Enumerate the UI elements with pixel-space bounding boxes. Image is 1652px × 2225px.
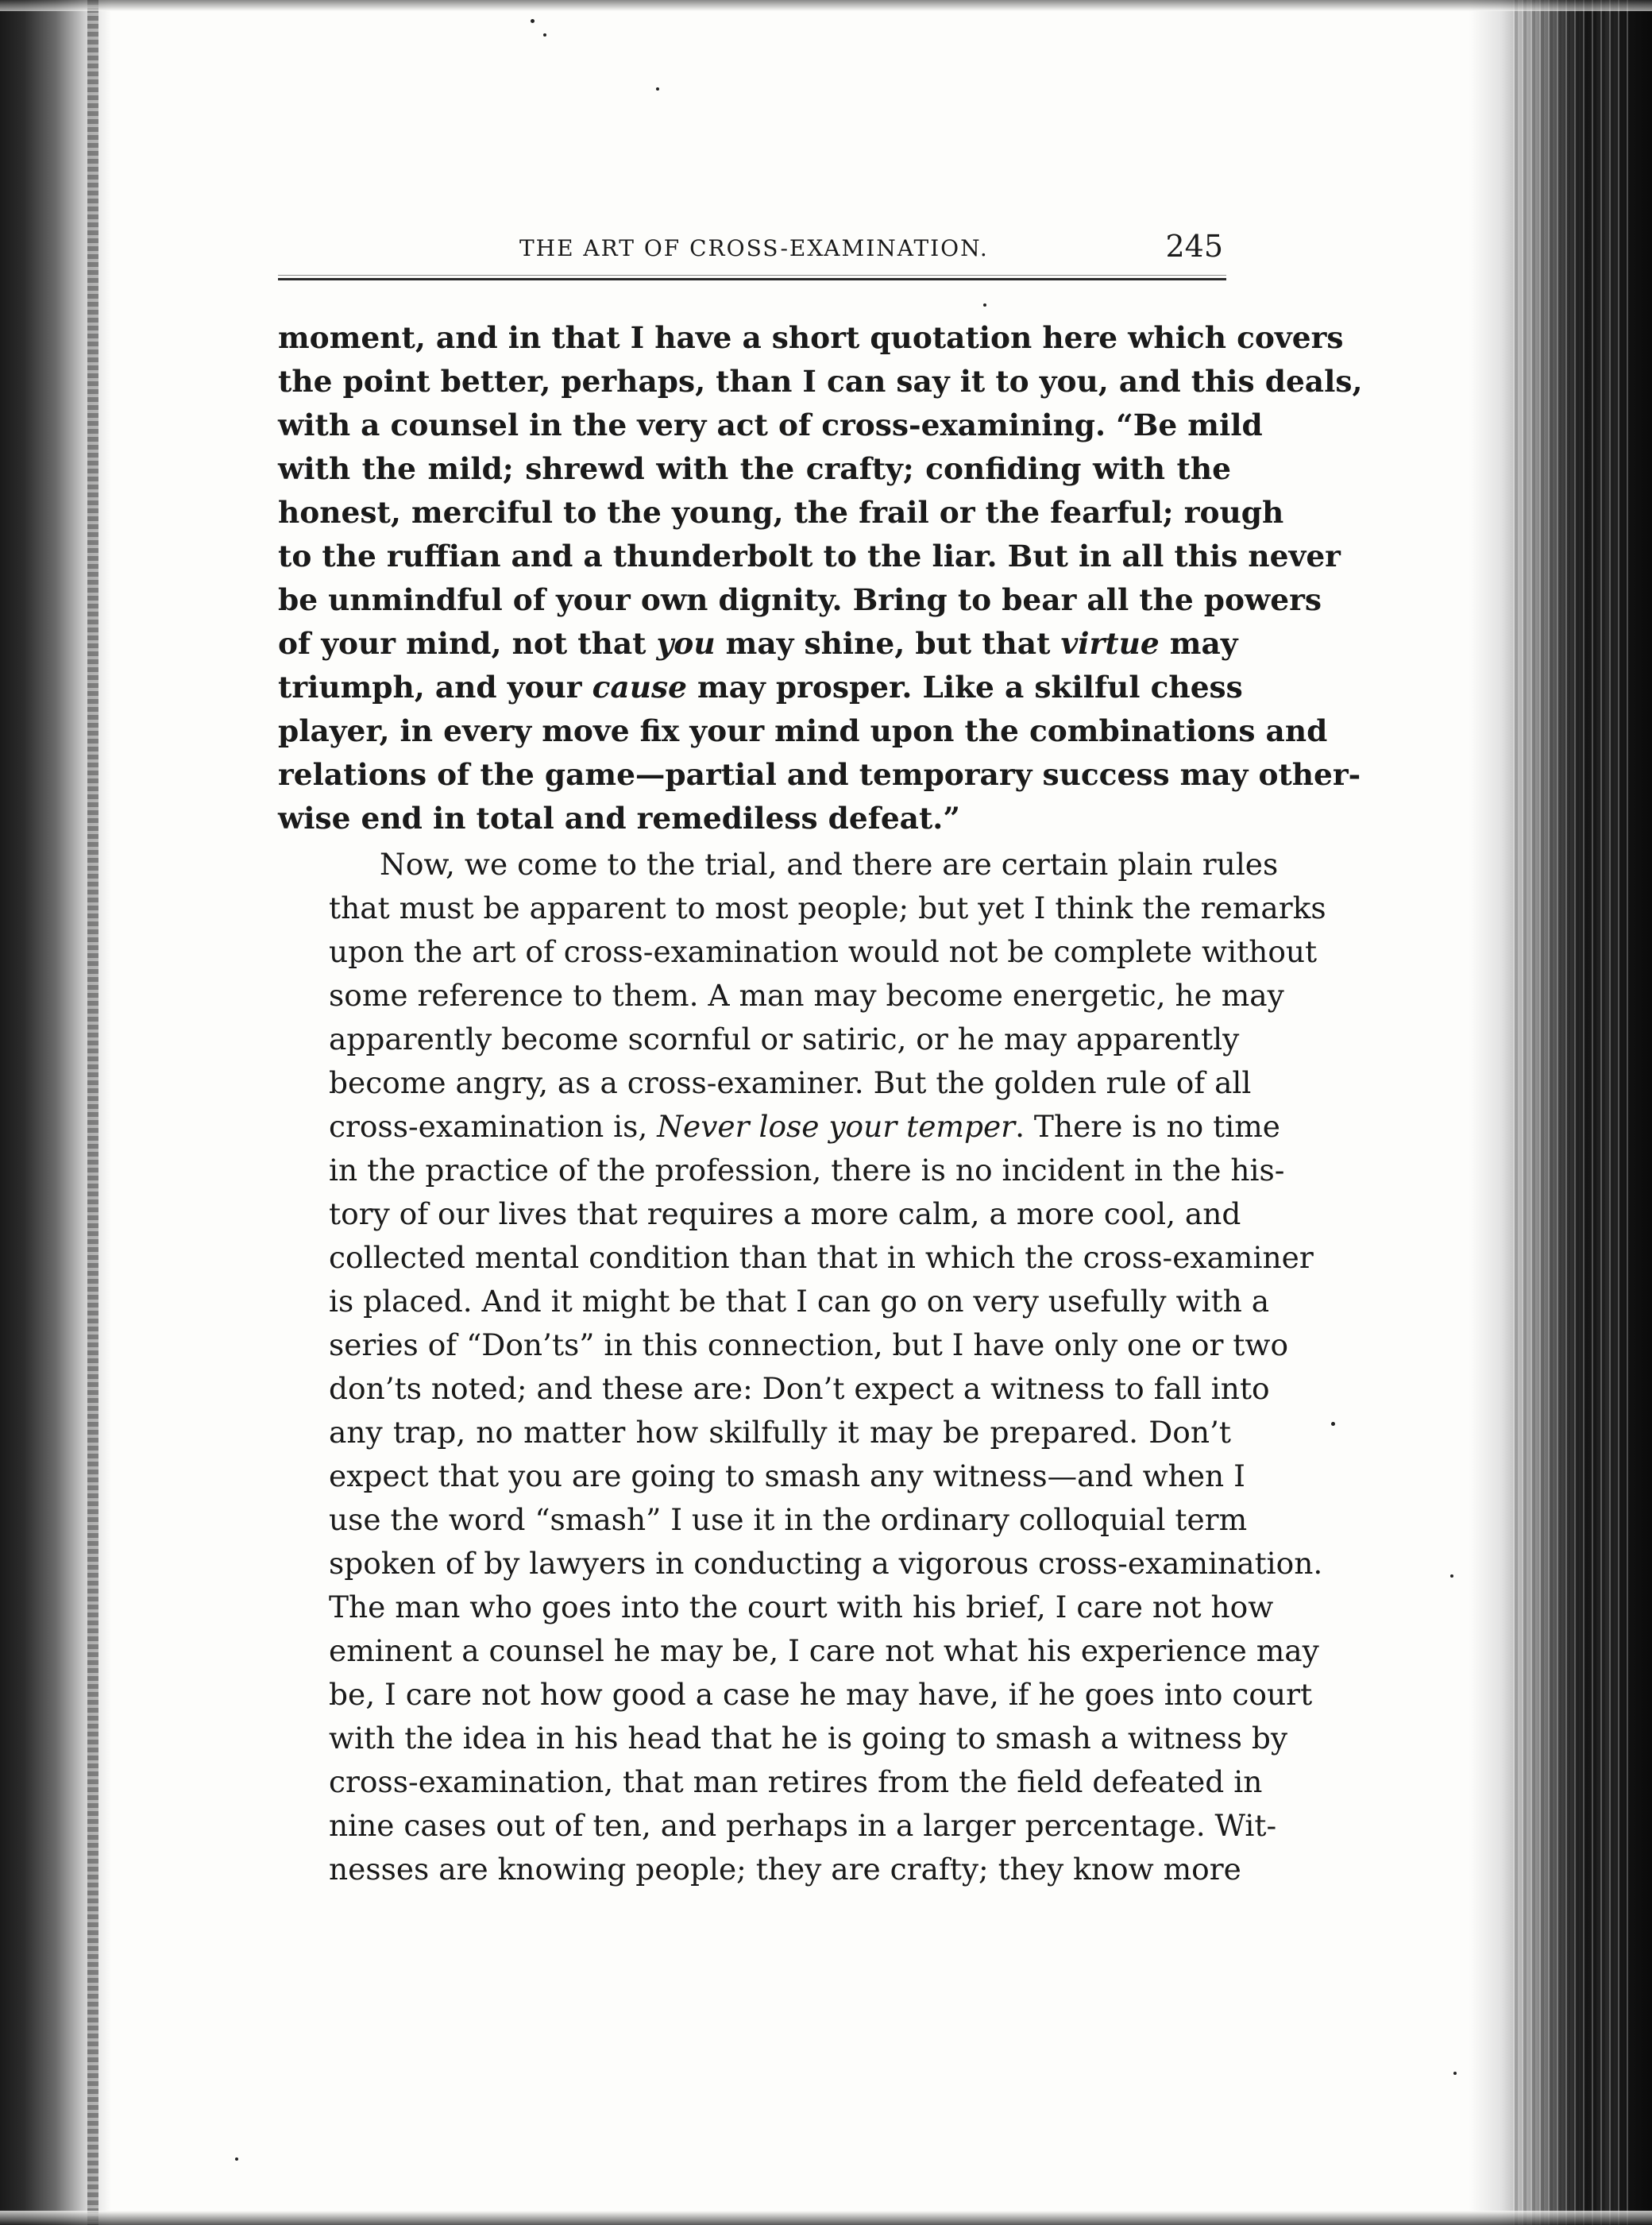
- text-line: cross-examination is, Never lose your temper. There is no time: [329, 1109, 1280, 1144]
- text-line: that must be apparent to most people; but yet I think the remarks: [329, 890, 1326, 925]
- header-rule: [278, 278, 1226, 280]
- text-line: of your mind, not that you may shine, but that virtue may: [278, 626, 1238, 661]
- text-line: be unmindful of your own dignity. Bring to bear all the powers: [278, 582, 1322, 617]
- paragraph-2: [278, 843, 1326, 1891]
- body-text: [278, 316, 1363, 1891]
- text-line: don’ts noted; and these are: Don’t expect a witness to fall into: [329, 1371, 1270, 1406]
- scan-speck: [983, 303, 986, 307]
- text-line: The man who goes into the court with his brief, I care not how: [329, 1590, 1274, 1624]
- text-line: spoken of by lawyers in conducting a vigorous cross-examination.: [329, 1546, 1323, 1581]
- scan-speck: [1453, 2072, 1457, 2075]
- paragraph-1: [278, 316, 1363, 840]
- bottom-scan-shadow: [0, 2211, 1652, 2225]
- text-line: apparently become scornful or satiric, or he may apparently: [329, 1022, 1240, 1056]
- header-rule-thin: [278, 275, 1226, 276]
- top-scan-shadow: [0, 0, 1652, 11]
- text-line: tory of our lives that requires a more calm, a more cool, and: [329, 1196, 1241, 1231]
- right-page-stack-texture: [1509, 0, 1628, 2225]
- page-number: 245: [1165, 229, 1223, 264]
- text-line: relations of the game—partial and temporary success may other-: [278, 757, 1361, 792]
- text-line: in the practice of the profession, there is no incident in the his-: [329, 1153, 1285, 1188]
- text-line: with the idea in his head that he is going to smash a witness by: [329, 1721, 1288, 1756]
- scan-speck: [531, 19, 535, 23]
- text-line: expect that you are going to smash any witness—and when I: [329, 1458, 1245, 1493]
- text-line: be, I care not how good a case he may have, if he goes into court: [329, 1677, 1313, 1712]
- scan-speck: [543, 33, 546, 37]
- text-line: to the ruffian and a thunderbolt to the liar. But in all this never: [278, 539, 1341, 574]
- scan-speck: [1450, 1574, 1453, 1578]
- text-line: cross-examination, that man retires from the field defeated in: [329, 1764, 1263, 1799]
- scan-speck: [1331, 1422, 1335, 1426]
- text-line: Now, we come to the trial, and there are certain plain rules: [380, 847, 1279, 882]
- text-line: honest, merciful to the young, the frail or the fearful; rough: [278, 495, 1284, 530]
- text-line: become angry, as a cross-examiner. But the golden rule of all: [329, 1065, 1252, 1100]
- scan-speck: [235, 2157, 238, 2161]
- text-line: triumph, and your cause may prosper. Like a skilful chess: [278, 670, 1243, 705]
- text-line: with the mild; shrewd with the crafty; confiding with the: [278, 451, 1231, 486]
- scan-speck: [656, 87, 659, 91]
- text-line: with a counsel in the very act of cross-examining. “Be mild: [278, 408, 1263, 442]
- text-line: collected mental condition than that in which the cross-examiner: [329, 1240, 1314, 1275]
- running-header: [276, 229, 1228, 276]
- text-line: upon the art of cross-examination would not be complete without: [329, 934, 1318, 969]
- text-line: moment, and in that I have a short quotation here which covers: [278, 320, 1344, 355]
- text-line: some reference to them. A man may become energetic, he may: [329, 978, 1284, 1013]
- text-line: nesses are knowing people; they are crafty; they know more: [329, 1852, 1241, 1887]
- text-line: nine cases out of ten, and perhaps in a larger percentage. Wit-: [329, 1808, 1277, 1843]
- text-line: eminent a counsel he may be, I care not what his experience may: [329, 1633, 1319, 1668]
- left-binding-texture: [87, 0, 98, 2225]
- running-title: THE ART OF CROSS-EXAMINATION.: [519, 235, 989, 261]
- text-line: is placed. And it might be that I can go on very usefully with a: [329, 1284, 1270, 1319]
- text-line: the point better, perhaps, than I can say it to you, and this deals,: [278, 364, 1363, 399]
- text-line: any trap, no matter how skilfully it may be prepared. Don’t: [329, 1415, 1231, 1450]
- text-line: series of “Don’ts” in this connection, but I have only one or two: [329, 1327, 1289, 1362]
- text-line: player, in every move fix your mind upon the combinations and: [278, 713, 1328, 748]
- text-line: use the word “smash” I use it in the ordinary colloquial term: [329, 1502, 1248, 1537]
- text-line: wise end in total and remediless defeat.”: [278, 801, 960, 836]
